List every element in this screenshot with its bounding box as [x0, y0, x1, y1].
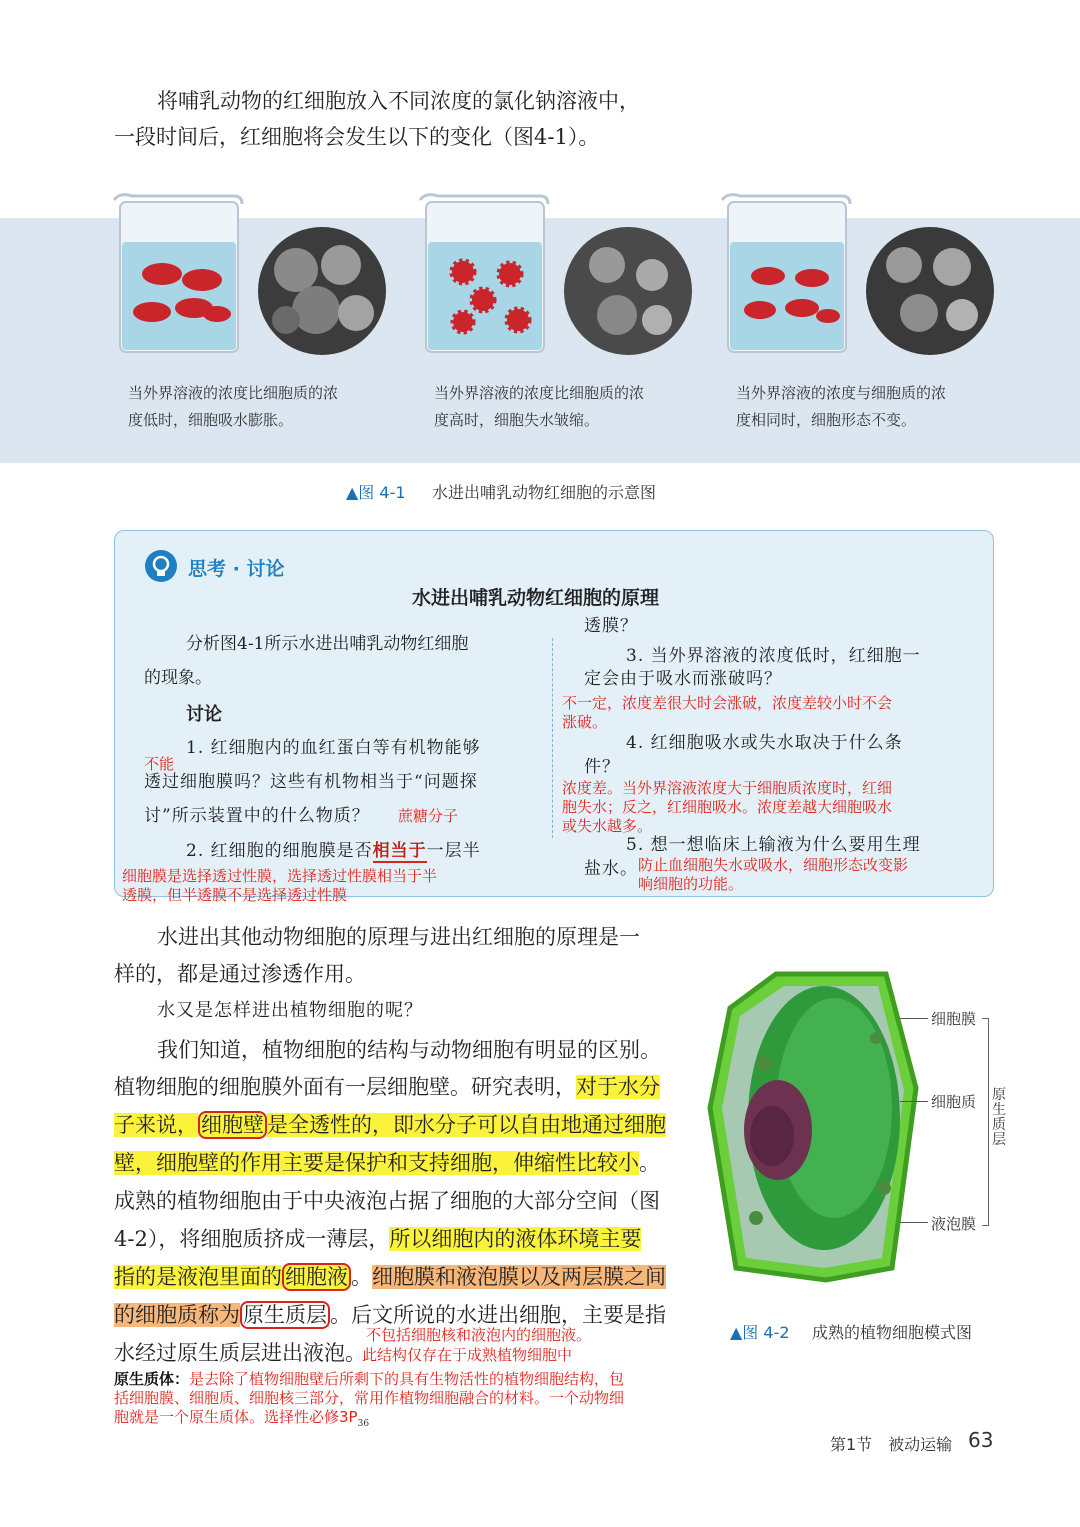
question-1-line-2: 透过细胞膜吗？这些有机物相当于“问题探 — [144, 772, 478, 792]
discussion-intro-line-1: 分析图4-1所示水进出哺乳动物红细胞 — [186, 634, 469, 654]
figure-4-2-label: ▲图 4-2 — [730, 1323, 790, 1342]
protoplast-label: 原生质体： — [114, 1370, 190, 1388]
question-2-continued: 透膜？ — [584, 616, 638, 636]
panel-2-caption-line-2: 度高时，细胞失水皱缩。 — [434, 411, 600, 429]
panel-3-caption — [736, 380, 946, 434]
figure-4-2-title: 成熟的植物细胞模式图 — [812, 1323, 973, 1342]
protoplast-line-3-text: 胞就是一个原生质体。选择性必修3P — [114, 1408, 358, 1426]
leader-line-membrane — [900, 1018, 928, 1019]
protoplast-page-subscript: 36 — [357, 1419, 370, 1429]
body-p2-line-6 — [114, 1220, 641, 1258]
label-protoplasm-layer: 原生质层 — [992, 1087, 1006, 1148]
discussion-title: 水进出哺乳动物红细胞的原理 — [412, 587, 660, 609]
question-2-pre: 2. 红细胞的细胞膜是否 — [186, 841, 373, 861]
protoplast-line-1: 是去除了植物细胞壁后所剩下的具有生物活性的植物细胞结构，包 — [189, 1370, 625, 1388]
question-1-line-1: 1. 红细胞内的血红蛋白等有机物能够 — [186, 738, 481, 758]
plant-cell-illustration — [706, 968, 920, 1286]
body-p2-line-3 — [114, 1106, 666, 1144]
discussion-header: 思考 · 讨论 — [188, 558, 285, 580]
beaker-isotonic-illustration — [720, 182, 855, 357]
boxed-protoplasm-layer: 原生质层 — [240, 1301, 330, 1329]
boxed-cell-wall: 细胞壁 — [198, 1111, 267, 1139]
figure-4-1-label: ▲图 4-1 — [346, 483, 406, 502]
answer-4-line-1: 浓度差。当外界溶液浓度大于细胞质浓度时，红细 — [562, 779, 893, 797]
highlight-line-7a: 指的是液泡里面的 — [114, 1265, 282, 1289]
highlight-line-3c: 是全透性的，即水分子可以自由地通过细胞 — [267, 1113, 666, 1137]
panel-3-caption-line-1: 当外界溶液的浓度与细胞质的浓 — [736, 384, 947, 402]
answer-2-line-2: 透膜，但半透膜不是选择透过性膜 — [122, 886, 348, 904]
question-1-line-3: 讨”所示装置中的什么物质？ — [144, 806, 370, 826]
beaker-hypertonic-illustration — [418, 182, 553, 357]
beaker-hypotonic-illustration — [112, 182, 247, 357]
panel-3-caption-line-2: 度相同时，细胞形态不变。 — [736, 411, 917, 429]
body-p2-line-4-period: 。 — [639, 1151, 660, 1175]
handwritten-question: 水又是怎样进出植物细胞的呢？ — [157, 1000, 423, 1021]
body-p2-line-2a: 植物细胞的细胞膜外面有一层细胞壁。研究表明， — [114, 1075, 576, 1099]
note-mature-cells-only: 此结构仅存在于成熟植物细胞中 — [362, 1346, 573, 1364]
figure-4-1-title: 水进出哺乳动物红细胞的示意图 — [432, 483, 657, 502]
boxed-cell-sap: 细胞液 — [282, 1263, 351, 1291]
question-5-line-1: 5. 想一想临床上输液为什么要用生理 — [626, 835, 921, 855]
note-excludes-nucleus: 不包括细胞核和液泡内的细胞液。 — [366, 1326, 592, 1344]
body-p2-line-4 — [114, 1144, 660, 1182]
panel-2-caption — [434, 380, 644, 434]
body-p2-line-7-period: 。 — [351, 1265, 372, 1289]
body-p2-line-5: 成熟的植物细胞由于中央液泡占据了细胞的大部分空间（图 — [114, 1189, 660, 1213]
answer-2-line-1: 细胞膜是选择透过性膜，选择透过性膜相当于半 — [122, 867, 438, 885]
panel-1-caption — [128, 380, 338, 434]
highlight-line-8a: 的细胞质称为 — [114, 1303, 240, 1327]
question-3-line-2: 定会由于吸水而涨破吗？ — [584, 669, 782, 689]
answer-5-line-1: 防止血细胞失水或吸水，细胞形态改变影 — [638, 856, 909, 874]
column-divider — [552, 638, 553, 838]
highlight-line-4: 壁，细胞壁的作用主要是保护和支持细胞，伸缩性比较小 — [114, 1151, 639, 1175]
question-2-emphasis: 相当于 — [372, 841, 427, 861]
protoplast-line-3 — [114, 1408, 369, 1434]
protoplast-note — [114, 1370, 624, 1389]
panel-1-caption-line-1: 当外界溶液的浓度比细胞质的浓 — [128, 384, 339, 402]
answer-3-line-2: 涨破。 — [562, 713, 608, 731]
question-3-line-1: 3. 当外界溶液的浓度低时，红细胞一 — [626, 646, 921, 666]
page-number: 63 — [968, 1428, 994, 1452]
discussion-subheading: 讨论 — [186, 704, 222, 725]
micrograph-shrunken-cells — [562, 225, 694, 357]
question-4-line-2: 件？ — [584, 757, 620, 777]
label-cytoplasm: 细胞质 — [931, 1093, 977, 1111]
question-2 — [186, 838, 481, 865]
highlight-line-6: 所以细胞内的液体环境主要 — [389, 1227, 642, 1251]
answer-4-line-3: 或失水越多。 — [562, 817, 653, 835]
lightbulb-icon — [144, 549, 178, 583]
micrograph-swollen-cells — [256, 225, 388, 357]
body-p1-line-1: 水进出其他动物细胞的原理与进出红细胞的原理是一 — [157, 925, 640, 949]
body-p2-line-9: 水经过原生质层进出液泡。 — [114, 1341, 366, 1365]
answer-3-line-1: 不一定，浓度差很大时会涨破，浓度差较小时不会 — [562, 694, 893, 712]
body-p2-line-1: 我们知道，植物细胞的结构与动物细胞有明显的区别。 — [157, 1038, 661, 1062]
label-vacuole-membrane: 液泡膜 — [931, 1215, 977, 1233]
answer-1b: 蔗糖分子 — [398, 807, 459, 825]
panel-1-caption-line-2: 度低时，细胞吸水膨胀。 — [128, 411, 294, 429]
body-p2-line-6a: 4-2），将细胞质挤成一薄层， — [114, 1227, 390, 1251]
highlight-line-3a: 子来说， — [114, 1113, 198, 1137]
protoplast-line-2: 括细胞膜、细胞质、细胞核三部分，常用作植物细胞融合的材料。一个动物细 — [114, 1389, 625, 1407]
body-p1-line-2: 样的，都是通过渗透作用。 — [114, 962, 366, 986]
body-p2-line-7 — [114, 1258, 666, 1296]
question-4-line-1: 4. 红细胞吸水或失水取决于什么条 — [626, 733, 903, 753]
highlight-water-molecules: 对于水分 — [576, 1075, 660, 1099]
leader-line-cytoplasm — [900, 1101, 928, 1102]
footer-section: 第1节 被动运输 — [830, 1435, 953, 1454]
body-p2-line-2 — [114, 1068, 660, 1106]
discussion-intro-line-2: 的现象。 — [144, 668, 212, 688]
body-p2-line-8c: 。后文所说的水进出细胞，主要是指 — [330, 1303, 666, 1327]
protoplasm-layer-bracket — [982, 1018, 989, 1226]
panel-2-caption-line-1: 当外界溶液的浓度比细胞质的浓 — [434, 384, 645, 402]
intro-line-2: 一段时间后，红细胞将会发生以下的变化（图4-1）。 — [114, 125, 600, 149]
label-cell-membrane: 细胞膜 — [931, 1010, 977, 1028]
highlight-line-7d: 细胞膜和液泡膜以及两层膜之间 — [372, 1265, 666, 1289]
question-5-line-2: 盐水。 — [584, 859, 638, 879]
answer-4-line-2: 胞失水；反之，红细胞吸水。浓度差越大细胞吸水 — [562, 798, 893, 816]
question-2-post: 一层半 — [426, 841, 481, 861]
answer-5-line-2: 响细胞的功能。 — [638, 875, 744, 893]
micrograph-normal-cells — [864, 225, 996, 357]
leader-line-vacuole-membrane — [900, 1222, 928, 1223]
answer-1a: 不能 — [144, 755, 175, 773]
intro-line-1: 将哺乳动物的红细胞放入不同浓度的氯化钠溶液中， — [157, 89, 640, 113]
